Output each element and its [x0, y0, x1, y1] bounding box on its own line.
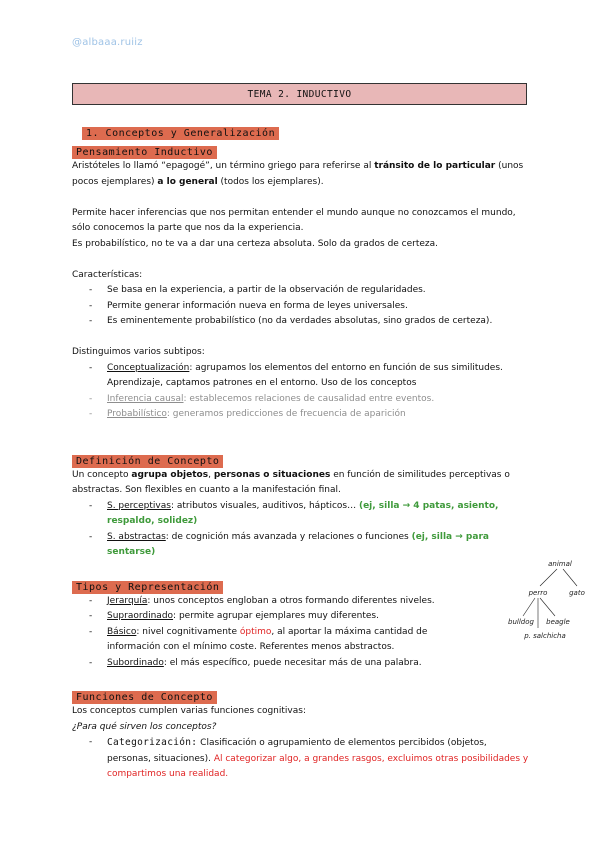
- text: : nivel cognitivamente: [136, 626, 240, 637]
- text: : el más específico, puede necesitar más de una palabra.: [163, 657, 422, 668]
- tree-node-salchicha: p. salchicha: [524, 632, 566, 640]
- term: Jerarquía: [107, 595, 148, 606]
- text-bold: a lo general: [157, 176, 218, 187]
- text: , al aportar la máxima cantidad de información con el mínimo coste. Referentes menos abstractos.: [107, 626, 428, 652]
- section-heading: Tipos y Representación: [72, 581, 223, 594]
- text: Clasificación o agrupamiento de elementos percibidos (objetos, personas, situaciones).: [107, 738, 487, 764]
- text: : permite agrupar ejemplares muy diferentes.: [173, 611, 379, 621]
- text-bold: personas o situaciones: [213, 469, 331, 480]
- list-item: [72, 499, 532, 530]
- section-heading: 1. Conceptos y Generalización: [82, 127, 279, 140]
- accent-text: Al categorizar algo, a grandes rasgos, excluimos otras posibilidades y compartimos una realidad.: [107, 753, 529, 779]
- list-item: [72, 392, 532, 408]
- text: : unos conceptos engloban a otros formando diferentes niveles.: [147, 595, 435, 606]
- example-note: (ej, silla → 4 patas, asiento, respaldo, solidez): [107, 500, 499, 526]
- paragraph: [72, 159, 532, 190]
- section-conceptos: [72, 121, 532, 423]
- term: Categorización:: [107, 737, 198, 748]
- text-bold: agrupa objetos: [131, 469, 209, 480]
- section-heading: Definición de Concepto: [72, 455, 223, 468]
- text: : establecemos relaciones de causalidad entre eventos.: [183, 393, 435, 404]
- list-label: Distinguimos varios subtipos:: [72, 347, 205, 357]
- caracteristicas-list: [72, 283, 532, 330]
- list-item: - Es eminentemente probabilístico (no da verdades absolutas, sino grados de certeza).: [72, 314, 532, 330]
- tree-node-root: animal: [548, 560, 572, 568]
- text: Permite hacer inferencias que nos permitan entender el mundo aunque no conozcamos el mundo, sólo conocemos la parte que nos da la experiencia.: [72, 207, 516, 233]
- term: S. perceptivas: [107, 500, 171, 511]
- tree-node-gato: gato: [569, 589, 585, 597]
- term: Conceptualización: [107, 362, 190, 373]
- text: : atributos visuales, auditivos, hápticos…: [170, 500, 359, 511]
- text: ,: [208, 469, 214, 480]
- accent-text: óptimo: [239, 626, 272, 637]
- term: Probabilístico: [107, 409, 167, 419]
- section-tipos: [72, 575, 472, 672]
- paragraph: [72, 468, 532, 499]
- sub-heading: Pensamiento Inductivo: [72, 146, 217, 159]
- document-body: [72, 121, 532, 783]
- list-label: Características:: [72, 269, 143, 280]
- author-handle: @albaaa.ruiiz: [72, 37, 143, 48]
- section-funciones: [72, 685, 532, 783]
- tree-edge: [540, 598, 555, 616]
- list-item: [72, 609, 472, 625]
- tree-node-bulldog: bulldog: [508, 618, 534, 626]
- similitudes-list: [72, 499, 532, 561]
- text-bold: tránsito de lo particular: [374, 161, 496, 171]
- example-note: (ej, silla → para sentarse): [107, 531, 489, 557]
- text: (todos los ejemplares).: [217, 176, 324, 187]
- list-item: - Permite generar información nueva en forma de leyes universales.: [72, 299, 532, 315]
- text: : de cognición más avanzada y relaciones o funciones: [165, 531, 412, 542]
- text: : generamos predicciones de frecuencia de aparición: [166, 409, 406, 419]
- paragraph: Los conceptos cumplen varias funciones cognitivas:: [72, 706, 306, 716]
- text: Aristóteles lo llamó “epagogé”, un término griego para referirse al: [72, 161, 375, 171]
- hierarchy-tree-diagram: [505, 558, 600, 668]
- list-item: [72, 656, 472, 672]
- tree-edge: [523, 598, 535, 616]
- term: Básico: [107, 626, 137, 637]
- tree-node-perro: perro: [528, 589, 548, 597]
- page-title: TEMA 2. INDUCTIVO: [72, 83, 527, 105]
- question: ¿Para qué sirven los conceptos?: [72, 721, 217, 732]
- tree-edge: [540, 569, 557, 586]
- text: en función de similitudes perceptivas o abstractas. Son flexibles en cuanto a la manifestación final.: [72, 469, 510, 495]
- funciones-list: [72, 735, 532, 783]
- list-item: - Se basa en la experiencia, a partir de la observación de regularidades.: [72, 283, 532, 299]
- text: Un concepto: [72, 469, 132, 480]
- term: Supraordinado: [107, 611, 174, 621]
- list-item: [72, 361, 532, 392]
- section-heading: Funciones de Concepto: [72, 691, 217, 704]
- list-item: [72, 530, 532, 561]
- paragraph: [72, 206, 532, 253]
- text: Es probabilístico, no te va a dar una certeza absoluta. Solo da grados de certeza.: [72, 238, 439, 249]
- tree-node-beagle: beagle: [546, 618, 570, 626]
- subtipos-list: [72, 361, 532, 423]
- tree-edge: [563, 569, 577, 586]
- list-item: [72, 625, 472, 656]
- term: S. abstractas: [107, 531, 166, 542]
- text: (unos pocos ejemplares): [72, 161, 524, 187]
- list-item: [72, 735, 532, 783]
- term: Subordinado: [107, 657, 164, 668]
- tipos-list: [72, 594, 472, 672]
- section-definicion: [72, 449, 532, 561]
- list-item: [72, 407, 532, 423]
- text: : agrupamos los elementos del entorno en función de sus similitudes. Aprendizaje, captamos patrones en el entorno. Uso de los conceptos: [107, 362, 503, 388]
- term: Inferencia causal: [107, 393, 184, 404]
- list-item: [72, 594, 472, 610]
